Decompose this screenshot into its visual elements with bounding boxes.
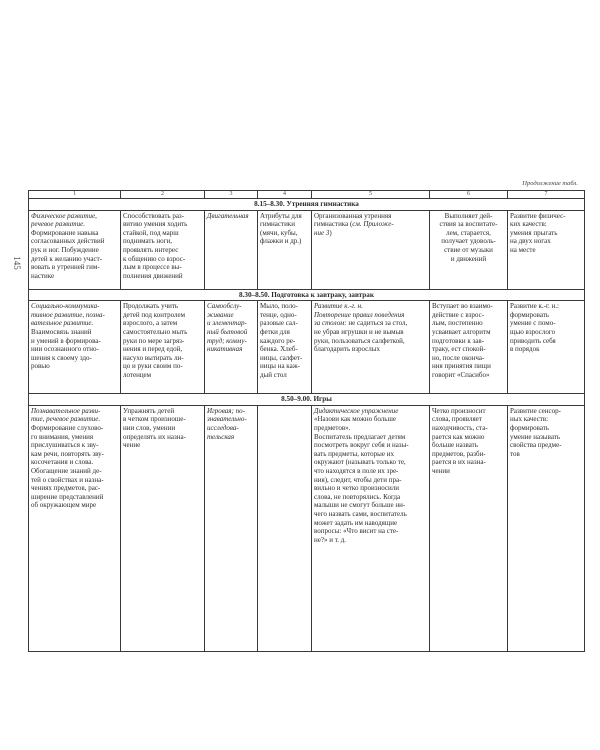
content-rules-title: Повторение правил поведения за столом:: [314, 310, 405, 328]
column-number: 2: [121, 191, 205, 199]
column-number: 1: [29, 191, 121, 199]
content-tail: ): [329, 228, 332, 237]
cell-development: Развитие к.-г. н.: формировать умение с помо- щью взрослого приводить себя в порядок: [508, 301, 585, 394]
cell-educational-area: [29, 405, 121, 651]
area-text: Формирование слухово- го внимания, умения прислушиваться к зву- кам речи, повторять зву- косочетания и слова. Обогащение знаний де- тей о свойствах и назна- чениях предметов, рас- ширение представлений об окружающем мире: [31, 423, 105, 510]
cell-tasks: Способствовать раз- витию умения ходить стайкой, под марш поднимать ноги, проявлять интерес к общению со взрос- лым в процессе вы- полнения движений: [121, 210, 205, 289]
table-row: [29, 301, 585, 394]
cell-materials: Мыло, поло- тенце, одно- разовые сал- фетки для каждого ре- бенка. Хлеб- ницы, салфет- ницы на каж- дый стол: [258, 301, 312, 394]
section-header-row: [29, 199, 585, 211]
content-title: Развитие к.-г. н.: [314, 302, 363, 311]
section-header-games: 8.50–9.00. Игры: [29, 394, 585, 406]
column-number: 3: [205, 191, 258, 199]
content-text: Организованная утренняя гимнастика (: [314, 211, 392, 229]
cell-tasks: Продолжать учить детей под контролем взрослого, а затем самостоятельно мыть руки по мере загряз- нения и перед едой, насухо вытирать ли- цо и руки своим по- лотенцем: [121, 301, 205, 394]
area-text: Формирование навыка согласованных действий рук и ног. Побуждение детей к желанию участ- вовать в утренней гим- настике: [31, 228, 105, 280]
page-number: 145: [11, 256, 22, 270]
section-header-breakfast: 8.30–8.50. Подготовка к завтраку, завтрак: [29, 289, 585, 301]
section-header-row: [29, 289, 585, 301]
content-text: не садиться за стол, не убрав игрушки и не вымыв руки, пользоваться салфеткой, благодарить взрослых: [314, 319, 408, 354]
area-title: Физическое развитие, речевое развитие.: [31, 211, 97, 229]
cell-outcome: Вступает во взаимо- действие с взрос- лым, постепенно усваивает алгоритм подготовки к зав- траку, ест спокой- но, после оконча- ния принятия пищи говорит «Спасибо»: [430, 301, 508, 394]
cell-development: Развитие физичес- ких качеств: умения прыгать на двух ногах на месте: [508, 210, 585, 289]
table-row: [29, 405, 585, 651]
cell-activity-type: Игровая; по- знавательно- исследова- тельская: [205, 405, 258, 651]
content-title: Дидактическое упражнение: [314, 406, 399, 415]
cell-content: [312, 405, 430, 651]
section-header-row: [29, 394, 585, 406]
cell-activity-type: Двигательная: [205, 210, 258, 289]
cell-educational-area: [29, 210, 121, 289]
content-text: «Назови как можно больше предметов». Воспитатель предлагает детям посмотреть вокруг себя и назы- вать предметы, которые их окружают (называть только те, что находятся в поле их зре- ния), следит, чтобы дети пра- вильно и четко произносили слова, не повторялись. Когда малыши не смогут больше ни- чего назвать сами, воспитатель может задать им наводящие вопросы: «Что висит на сте- не?» и т. д.: [314, 415, 409, 544]
content-reference: см. Приложе- ние 3: [314, 220, 394, 237]
column-number: 6: [430, 191, 508, 199]
column-number: 7: [508, 191, 585, 199]
cell-materials: Атрибуты для гимнастики (мячи, кубы, флажки и др.): [258, 210, 312, 289]
area-title: Социально-коммуника- тивное развитие, позна- вательное развитие.: [31, 302, 105, 328]
continuation-label: Продолжение табл.: [522, 180, 578, 187]
column-number: 4: [258, 191, 312, 199]
column-number: 5: [312, 191, 430, 199]
cell-content: [312, 301, 430, 394]
cell-activity-type: Самообслу- живание и элементар- ный бытовой труд; комму- никативная: [205, 301, 258, 394]
cell-educational-area: [29, 301, 121, 394]
cell-tasks: Упражнять детей в четком произноше- нии слов, умении определять их назна- чение: [121, 405, 205, 651]
cell-content: [312, 210, 430, 289]
cell-development: Развитие сенсор- ных качеств: формировать умение называть свойства предме- тов: [508, 405, 585, 651]
daily-plan-table: [28, 190, 585, 652]
cell-materials: [258, 405, 312, 651]
cell-outcome: Выполняет дей- ствия за воспитате- лем, старается, получает удоволь- ствие от музыки и движений: [430, 210, 508, 289]
section-header-gymnastics: 8.15–8.30. Утренняя гимнастика: [29, 199, 585, 211]
cell-outcome: Четко произносит слова, проявляет находчивость, ста- рается как можно больше назвать предметов, разби- рается в их назна- чении: [430, 405, 508, 651]
column-number-row: [29, 191, 585, 199]
table-row: [29, 210, 585, 289]
area-text: Взаимосвязь знаний и умений в формирова- нии осознанного отно- шения к своему здо- ровью: [31, 327, 101, 371]
area-title: Познавательное разви- тие, речевое развитие.: [31, 406, 101, 424]
